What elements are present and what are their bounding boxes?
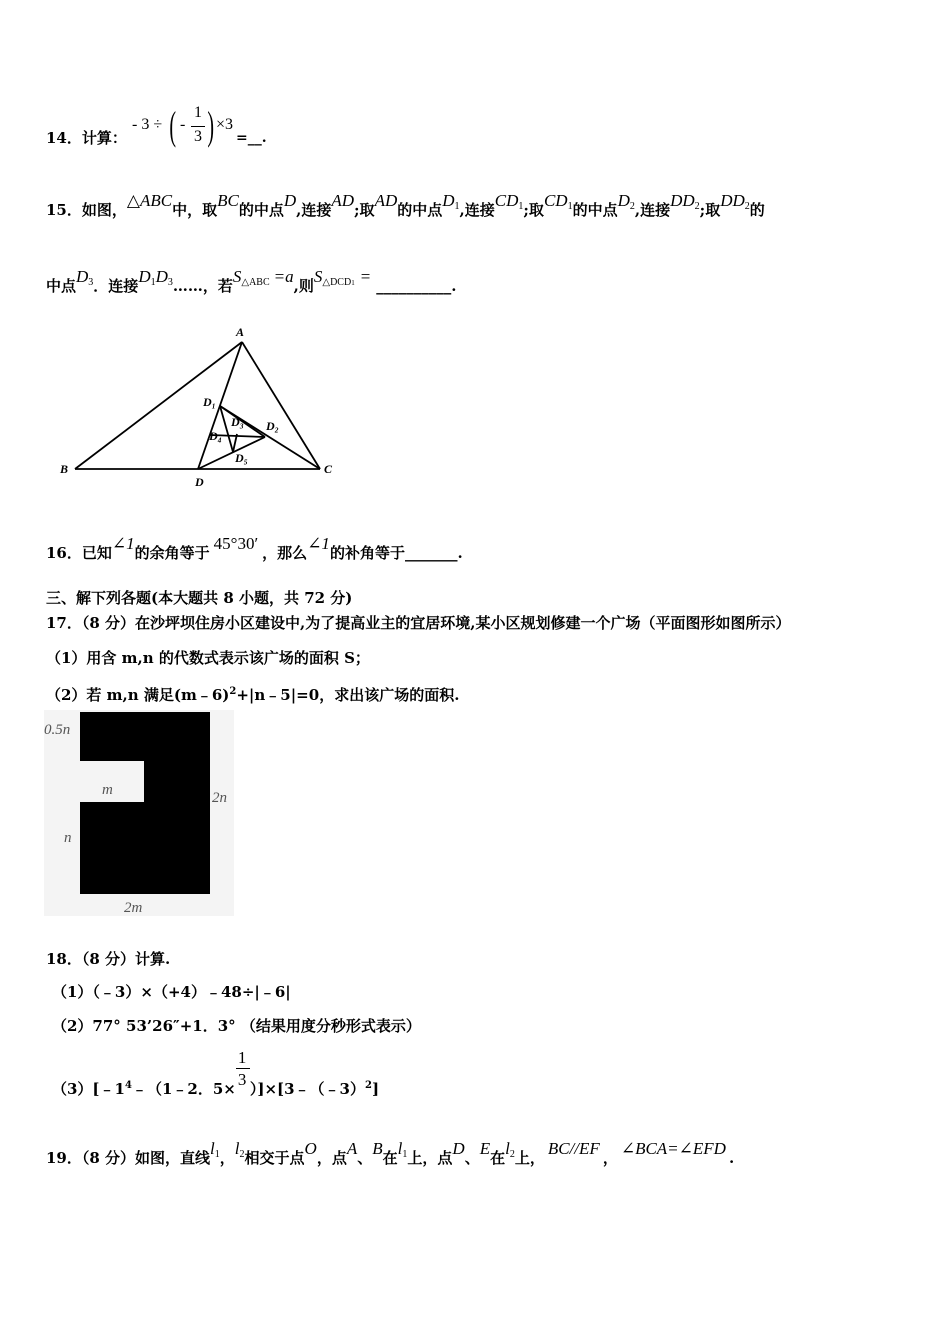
math-symbol: l (505, 1139, 510, 1158)
label-a: A (236, 325, 245, 339)
label-d4: D₄ (209, 429, 222, 443)
math-subscript: 1 (518, 201, 524, 212)
q15-text: ,连接 (296, 201, 332, 219)
q19-text: 上，点 (407, 1149, 453, 1167)
q14-expr-left: - 3 ÷ (132, 116, 163, 133)
math-o: O (304, 1139, 317, 1158)
q19-text: . (728, 1149, 735, 1167)
q19-text: 、 (464, 1149, 480, 1167)
label-d3: D₃ (231, 415, 244, 429)
question-18-part-2: （2）77° 53’26″+1．3° （结果用度分秒形式表示） (52, 1017, 421, 1035)
math-bc: BC (217, 191, 239, 210)
math-symbol: CD (494, 191, 519, 210)
dim-right: 2n (212, 790, 227, 806)
dim-left-n: n (64, 830, 72, 846)
math-d1 (442, 191, 459, 210)
dim-inner-m: m (102, 782, 113, 798)
question-17-part-2 (46, 682, 459, 705)
math-a: A (346, 1139, 358, 1158)
math-symbol: l (397, 1139, 403, 1158)
q15-text: ,连接 (459, 201, 495, 219)
math-subscript: △DCD (322, 277, 352, 288)
fraction-denominator: 3 (237, 1070, 247, 1089)
question-15-line-1 (46, 191, 765, 226)
q19-text: 相交于点 (244, 1149, 305, 1167)
question-14 (46, 128, 127, 148)
superscript: 2 (229, 686, 237, 697)
q15-text: 的中点 (238, 201, 284, 219)
math-e: E (479, 1139, 491, 1158)
dim-bottom: 2m (124, 900, 143, 916)
fraction-numerator: 1 (237, 1048, 247, 1067)
q17-plaza-figure (44, 710, 244, 916)
q15-text: ;取 (354, 201, 375, 219)
math-bc-parallel-ef: BC//EF (547, 1139, 600, 1158)
q14-fraction-num: 1 (194, 104, 202, 121)
math-subscript: 2 (694, 201, 700, 212)
math-symbol: S (232, 267, 242, 286)
math-angle-value: 45°30′ (213, 534, 259, 553)
math-s-dcd1 (314, 267, 355, 286)
math-l2 (235, 1139, 245, 1158)
q19-text: 19．（8 分）如图，直线 (46, 1149, 211, 1167)
q16-text: 的余角等于 (134, 544, 210, 562)
label-d2: D₂ (266, 419, 279, 433)
q15-text: ;取 (523, 201, 544, 219)
math-subscript: 2 (509, 1149, 515, 1160)
math-symbol: D (617, 191, 630, 210)
q19-text: 、 (357, 1149, 373, 1167)
q15-text: ．连接 (93, 277, 139, 295)
question-17-title: 17．（8 分）在沙坪坝住房小区建设中,为了提高业主的宜居环境,某小区规划修建一个广场（平面图形如图所示） (46, 614, 791, 632)
q17-text: （2）若 m,n 满足(m﹣6) (46, 686, 230, 704)
math-symbol: l (234, 1139, 240, 1158)
q17-text: +|n﹣5|=0，求出该广场的面积. (236, 686, 460, 704)
q18-text: ] (371, 1080, 380, 1098)
math-d: D (452, 1139, 465, 1158)
q19-text: ，点 (316, 1149, 347, 1167)
math-symbol: l (210, 1139, 215, 1158)
q18-text: ﹣（1﹣2．5× (131, 1080, 236, 1098)
math-b: B (372, 1139, 383, 1158)
q19-text: 在 (490, 1149, 506, 1167)
question-18-part-3 (52, 1048, 380, 1099)
math-subscript: 1 (454, 201, 460, 212)
superscript: 2 (364, 1080, 372, 1091)
q19-text: ， (219, 1149, 235, 1167)
math-symbol: DD (670, 191, 695, 210)
question-18-title: 18．（8 分）计算. (46, 950, 171, 968)
math-angle-1: ∠1 (111, 534, 135, 553)
q15-text: ,连接 (634, 201, 671, 219)
q14-paren-right: ) (207, 103, 214, 148)
dim-top: 0.5n (44, 722, 71, 738)
math-subscript: 2 (744, 201, 750, 212)
math-subscript: 3 (88, 277, 94, 288)
label-d1: D₁ (203, 395, 216, 409)
math-s-abc (233, 267, 270, 286)
label-c: C (324, 462, 333, 476)
math-l1 (398, 1139, 408, 1158)
math-d: D (283, 191, 297, 210)
math-cd1 (544, 191, 573, 210)
q16-text: ，那么 (262, 544, 308, 562)
math-symbol: D (442, 191, 455, 210)
q15-text: 中，取 (172, 201, 218, 219)
math-symbol: S (313, 267, 323, 286)
math-subscript: 1 (351, 279, 355, 287)
answer-blank: _______. (404, 544, 463, 562)
math-ad: AD (374, 191, 398, 210)
edge-ac (242, 342, 320, 469)
math-subscript: 1 (402, 1149, 408, 1160)
q18-text: ）]×[3﹣（﹣3） (249, 1080, 365, 1098)
q14-minus: - (180, 116, 186, 133)
edge-ab (75, 342, 242, 469)
math-d3 (76, 267, 93, 286)
question-19 (46, 1139, 735, 1174)
math-subscript: 1 (567, 201, 573, 212)
label-d: D (195, 475, 204, 489)
q15-text: ……，若 (172, 277, 233, 295)
q18-text: （3）[﹣1 (52, 1080, 125, 1098)
q15-text: ;取 (699, 201, 721, 219)
label-b: B (60, 462, 69, 476)
math-angle-1: ∠1 (307, 534, 330, 553)
q14-expr-right: ×3 (216, 116, 234, 133)
q18-fraction (236, 1048, 250, 1094)
q15-triangle-figure (55, 322, 345, 492)
math-subscript: △ABC (241, 277, 270, 288)
math-symbol: D (76, 267, 89, 286)
q19-text: ， (602, 1149, 618, 1167)
q19-text: 在 (382, 1149, 398, 1167)
fraction-bar (236, 1068, 250, 1069)
answer-blank: __________. (376, 277, 457, 295)
math-symbol: D (155, 267, 168, 286)
superscript: 4 (124, 1080, 132, 1091)
math-equals-a: =a (273, 267, 294, 286)
question-16 (46, 534, 463, 563)
q14-fraction-bar (191, 126, 205, 127)
math-l2 (505, 1139, 515, 1158)
math-subscript: 2 (629, 201, 635, 212)
math-subscript: 1 (150, 277, 156, 288)
math-equals: = (360, 267, 371, 286)
q14-tail: =__. (236, 130, 267, 146)
q14-fraction-den: 3 (194, 128, 202, 145)
math-symbol: D (138, 267, 151, 286)
plaza-shape (80, 712, 210, 894)
q14-paren-left: ( (169, 103, 176, 148)
question-17-part-1: （1）用含 m,n 的代数式表示该广场的面积 S； (46, 649, 370, 667)
q16-text: 16．已知 (46, 544, 112, 562)
math-subscript: 1 (214, 1149, 220, 1160)
math-dd2 (670, 191, 700, 210)
q15-text: 15．如图， (46, 201, 127, 219)
q15-text: ,则 (293, 277, 314, 295)
question-18-part-1: （1）（﹣3）×（+4）﹣48÷|﹣6| (52, 983, 291, 1001)
q15-text: 的 (749, 201, 765, 219)
math-ad: AD (331, 191, 355, 210)
math-subscript: 2 (239, 1149, 245, 1160)
q15-text: 的中点 (397, 201, 443, 219)
q16-text: 的补角等于 (329, 544, 405, 562)
q14-number: 14．计算： (46, 129, 127, 147)
math-symbol: DD (720, 191, 745, 210)
label-d5: D₅ (235, 451, 248, 465)
q15-text: 中点 (46, 277, 77, 295)
section-heading: 三、解下列各题(本大题共 8 小题，共 72 分) (46, 589, 353, 607)
math-triangle-abc: △ABC (126, 191, 173, 210)
math-angle-equality: ∠BCA=∠EFD (620, 1139, 726, 1158)
math-cd1 (495, 191, 524, 210)
question-15-line-2 (46, 267, 457, 302)
q19-text: 上， (514, 1149, 545, 1167)
math-d1d3 (138, 267, 173, 286)
math-l1 (210, 1139, 220, 1158)
math-symbol: CD (543, 191, 568, 210)
math-subscript: 3 (167, 277, 173, 288)
math-dd2 (720, 191, 750, 210)
math-d2 (618, 191, 635, 210)
q15-text: 的中点 (572, 201, 618, 219)
